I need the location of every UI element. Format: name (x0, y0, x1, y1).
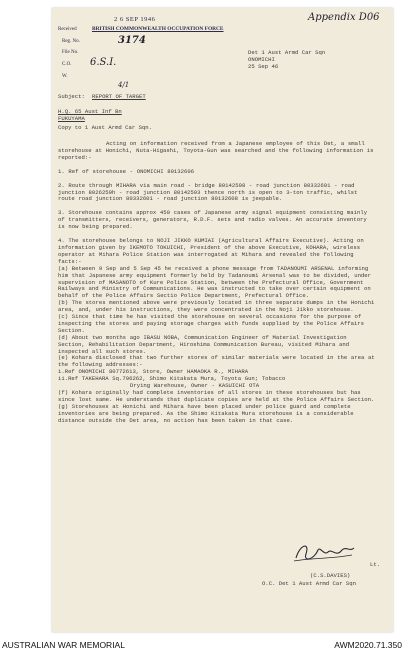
from-unit: Det 1 Aust Armd Car Sqn (248, 49, 326, 56)
document-page (52, 8, 393, 632)
stamp-mark: 4/1 (118, 81, 130, 89)
paragraph-3: 3. Storehouse contains approx 450 cases of Japanese army signal equipment consisting mainly of transmitters, receivers, generators, R.D.F. sets and radio valves. An accurate inventory is now being prepared. (58, 209, 368, 231)
stamp-received-label: Received (58, 27, 77, 32)
paragraph-1: 1. Ref of storehouse - ONOMICHI 80132606 (58, 167, 195, 175)
paragraph-4b: (b) The stores mentioned above were previously located in three separate dumps in the Honichi area, and, under his instructions, they were concentrated in the Noji Jikko storehouse. (58, 299, 375, 314)
footer-accession: AWM2020.71.350 (334, 640, 402, 650)
subject-text: REPORT OF TARGET (92, 93, 146, 100)
signature-rank: Lt. (370, 561, 381, 568)
signature-title: O.C. Det 1 Aust Armd Car Sqn (262, 580, 356, 587)
paragraph-4e-ii: ii.Ref TAKEHARA Sq.796262, Shimo Kitakata Mura, Toyota Gun; Tobacco (58, 375, 286, 383)
stamp-reg-label: Reg. No. (62, 39, 80, 44)
paragraph-4d: (d) About two months ago IBASU NOBA, Communication Engineer of Material Investigation Section, Rehabilitation Department, Hiroshima Communication Bureau, visited Mihara and inspected all such stores. (58, 333, 350, 355)
paragraph-4g: (g) Storehouses at Honichi and Mihara have been placed under police guard and complete inventories are being prepared. As the Shimo Kitakata Mura storehouse is a considerable distance outside the Det area, no action has been taken in that case. (58, 402, 354, 424)
subject-label: Subject: (58, 93, 85, 100)
stamp-co-label: C.O. (62, 62, 72, 67)
paragraph-4: 4. The storehouse belongs to NOJI JIKKO KUMIAI (Agricultural Affairs Executive). Acting on information given by IKEMOTO TOKUICHI, President of the above Executive, KOHARA, wireless operator at Mihara Police Station was interrogated at Mihara and revealed the following facts:- (58, 237, 364, 265)
from-date: 25 Sep 46 (248, 63, 279, 70)
stamp-co-value: 6.S.I. (90, 57, 117, 68)
stamp-w-label: W. (62, 74, 68, 79)
footer-institution: AUSTRALIAN WAR MEMORIAL (2, 640, 125, 650)
paragraph-2: 2. Route through MIHARA via main road - bridge 80142598 - road junction 80332601 - road junction 8026259h - road junction 80142593 thence north is open to 3-ton traffic, whilst route road junction 80332601 - road junction 80132608 is jeepable. (58, 181, 358, 203)
stamp-file-label: File No. (62, 50, 79, 55)
paragraph-4e-i: i.Ref ONOMICHI 80772613, Store, Owner HAMAOKA R., MIHARA (58, 368, 249, 376)
intro-paragraph: Acting on information received from a Japanese employee of this Det, a small storehouse at Honichi, Nuta-Higashi, Toyota-Gun was searched and the following information is reported:- (58, 140, 374, 161)
copy-to: Copy to 1 Aust Armd Car Sqn. (58, 124, 152, 131)
addressee-location: FUKUYAMA (58, 115, 85, 122)
from-location: ONOMICHI (248, 56, 275, 63)
paragraph-4c: (c) Since that time he has visited the storehouse on several occasions for the purpose of inspecting the stores and paying storage charges with funds supplied by the Police Affairs Section. (58, 313, 365, 334)
paragraph-4f: (f) Kohara originally had complete inventories of all stores in these storehouses but has since lost same. He understands that duplicate copies are held at the Police Affairs Section. (58, 389, 375, 403)
stamp-org: BRITISH COMMONWEALTH OCCUPATION FORCE (92, 26, 224, 32)
signature-name: (C.S.DAVIES) (310, 572, 351, 579)
paragraph-4e: (e) Kohara disclosed that two further stores of similar materials were located in the area at the following addresses:- (58, 354, 375, 369)
paragraph-4a: (a) Between 9 Sep and 5 Sep 45 he received a phone message from TADANOUMI ARSENAL informing him that Japanese army equipment formerly held by Tadanoumi Arsenal was to be divided, under supervision of MASANOTO of Kure Police Station, between the Prefectural Office, Government Railways and Ministry of Communications. He was instructed to take over certain equipment on behalf of the Police Affairs Sectio Police Department, Prefectural Office. (58, 264, 372, 300)
paragraph-4e-ii-cont: Drying Warehouse, Owner - KASUICHI OTA (130, 382, 260, 390)
stamp-reg-no: 3174 (118, 35, 146, 46)
handwritten-signature (290, 540, 360, 566)
addressee-unit: H.Q. 65 Aust Inf Bn (58, 108, 122, 115)
archive-footer (0, 638, 406, 653)
stamp-date: 2 6 SEP 1946 (114, 16, 156, 23)
appendix-annotation: Appendix D06 (308, 12, 380, 23)
report-body (58, 141, 376, 425)
